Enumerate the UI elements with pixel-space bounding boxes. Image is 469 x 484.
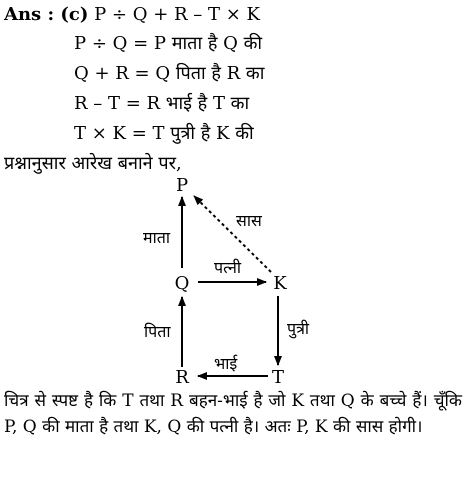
intro-text: प्रश्नानुसार आरेख बनाने पर, [4, 153, 182, 174]
label-patni: पत्नी [214, 258, 242, 277]
answer-expression: P ÷ Q + R – T × K [94, 4, 260, 25]
label-saas: सास [236, 211, 262, 230]
node-p: P [175, 175, 189, 196]
relation-2: Q + R = Q पिता है R का [74, 63, 265, 84]
node-q: Q [174, 273, 190, 294]
conclusion-text: चित्र से स्पष्ट है कि T तथा R बहन-भाई है जो K तथा Q के बच्चे हैं। चूँकि P, Q की माता है तथा K, Q की पत्नी है। अतः P, K की सास होगी। [4, 391, 462, 437]
node-k: K [273, 273, 287, 294]
relation-3: R – T = R भाई है T का [74, 93, 250, 114]
label-pita: पिता [144, 322, 171, 341]
label-mata: माता [143, 228, 170, 247]
relation-1: P ÷ Q = P माता है Q की [74, 33, 263, 54]
relation-4: T × K = T पुत्री है K की [74, 123, 254, 144]
node-t: T [271, 367, 285, 388]
label-bhai: भाई [214, 354, 238, 373]
answer-label: Ans : (c) [4, 4, 89, 25]
label-putri: पुत्री [287, 319, 310, 338]
node-r: R [175, 367, 189, 388]
